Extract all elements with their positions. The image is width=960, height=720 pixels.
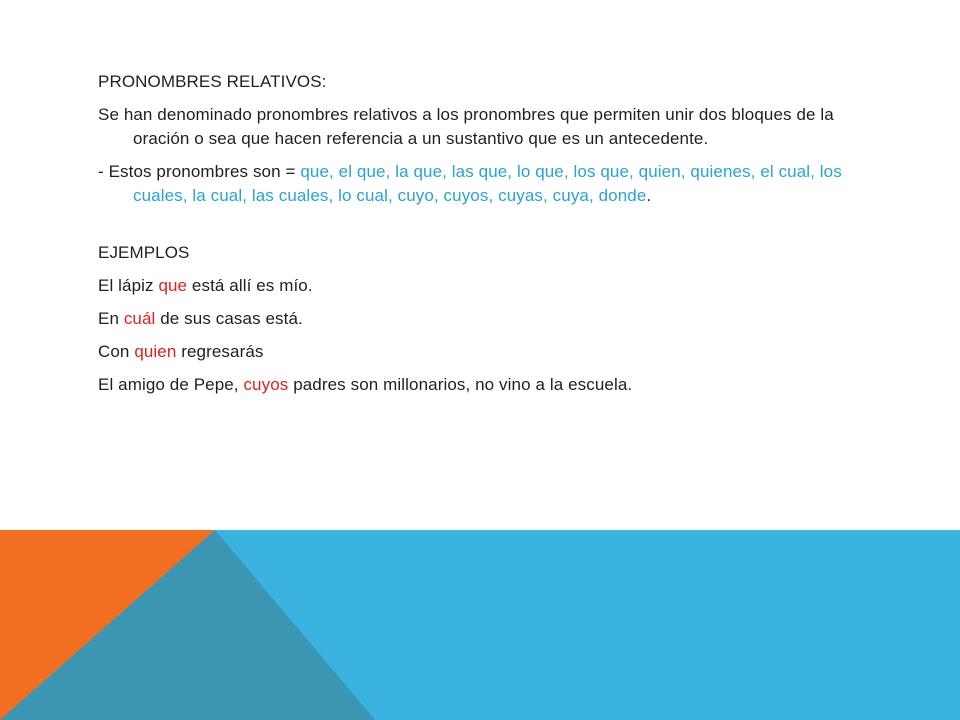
- example-highlight: quien: [134, 342, 177, 361]
- example-text: El lápiz: [98, 276, 159, 295]
- example-line-1: [98, 274, 878, 298]
- example-line-2: [98, 307, 878, 331]
- example-line-3: [98, 340, 878, 364]
- example-text: padres son millonarios, no vino a la escuela.: [288, 375, 633, 394]
- example-text: regresarás: [176, 342, 264, 361]
- pronoun-list-end: .: [646, 186, 652, 205]
- example-text: está allí es mío.: [187, 276, 313, 295]
- example-highlight: que: [158, 276, 188, 295]
- example-text: Con: [98, 342, 135, 361]
- definition-text: Se han denominado pronombres relativos a los pronombres que permiten unir dos bloques de la oración o sea que hacen referencia a un sustantivo que es un antecedente.: [98, 105, 834, 148]
- example-highlight: cuál: [123, 309, 156, 328]
- slide-content: [98, 70, 878, 406]
- definition-paragraph: [98, 103, 878, 151]
- spacer: [98, 217, 878, 241]
- example-text: En: [98, 309, 124, 328]
- example-text: de sus casas está.: [155, 309, 303, 328]
- example-line-4: [98, 373, 878, 397]
- example-text: El amigo de Pepe,: [98, 375, 244, 394]
- pronoun-list-intro: - Estos pronombres son =: [98, 162, 301, 181]
- pronoun-list-items: que, el que, la que, las que, lo que, los que, quien, quienes, el cual, los cuales, la cual, las cuales, lo cual, cuyo, cuyos, cuyas, cuya, donde: [133, 162, 842, 205]
- slide-title: PRONOMBRES RELATIVOS:: [98, 72, 327, 91]
- example-highlight: cuyos: [243, 375, 289, 394]
- decorative-band: [0, 530, 960, 720]
- pronoun-list-paragraph: [98, 160, 878, 208]
- examples-heading: EJEMPLOS: [98, 243, 190, 262]
